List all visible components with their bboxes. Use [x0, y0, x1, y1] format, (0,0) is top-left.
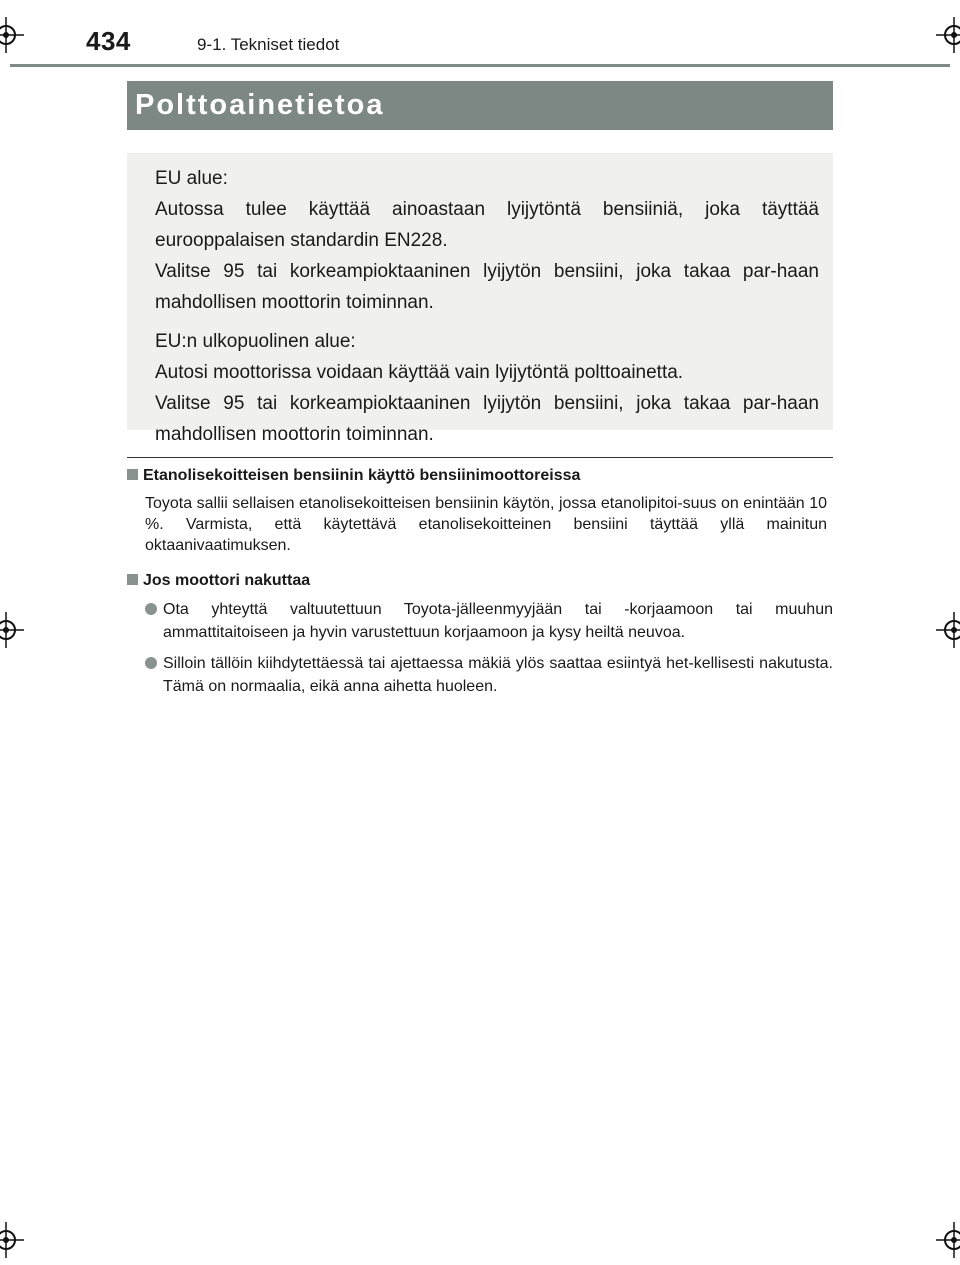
ethanol-heading [127, 467, 580, 485]
circle-bullet-icon [145, 603, 157, 615]
registration-mark-icon [0, 1222, 24, 1258]
header-rule [10, 64, 950, 67]
fuel-info-box [127, 153, 833, 445]
knocking-heading-text: Jos moottori nakuttaa [143, 572, 311, 589]
eu-heading: EU alue: [155, 168, 228, 189]
registration-mark-icon [936, 1222, 960, 1258]
list-item [145, 598, 833, 644]
registration-mark-icon [0, 17, 24, 53]
non-eu-heading: EU:n ulkopuolinen alue: [155, 331, 356, 352]
registration-mark-icon [936, 17, 960, 53]
non-eu-requirement: Autosi moottorissa voidaan käyttää vain lyijytöntä polttoainetta. [155, 362, 684, 383]
registration-mark-icon [936, 612, 960, 648]
section-divider [127, 457, 833, 458]
registration-mark-icon [0, 612, 24, 648]
ethanol-heading-text: Etanolisekoitteisen bensiinin käyttö bensiinimoottoreissa [143, 467, 581, 484]
non-eu-octane-advice: Valitse 95 tai korkeampioktaaninen lyijytön bensiini, joka takaa par-haan mahdollisen moottorin toiminnan. [155, 393, 819, 445]
square-bullet-icon [127, 574, 138, 585]
eu-requirement: Autossa tulee käyttää ainoastaan lyijytöntä bensiiniä, joka täyttää eurooppalaisen standardin EN228. [155, 199, 819, 251]
bullet-text: Ota yhteyttä valtuutettuun Toyota-jälleenmyyjään tai -korjaamoon tai muuhun ammattitaitoiseen ja hyvin varustettuun korjaamoon ja kysy heiltä neuvoa. [163, 601, 833, 641]
page-number: 434 [86, 26, 131, 56]
eu-octane-advice: Valitse 95 tai korkeampioktaaninen lyijytön bensiini, joka takaa par-haan mahdollisen moottorin toiminnan. [155, 261, 819, 313]
section-label: 9-1. Tekniset tiedot [197, 35, 340, 54]
page-title: Polttoainetietoa [127, 81, 833, 130]
square-bullet-icon [127, 469, 138, 480]
circle-bullet-icon [145, 657, 157, 669]
bullet-text: Silloin tällöin kiihdytettäessä tai ajettaessa mäkiä ylös saattaa esiintyä het-kellisesti nakutusta. Tämä on normaalia, eikä anna aihetta huoleen. [163, 655, 833, 695]
list-item [145, 652, 833, 698]
knocking-heading [127, 572, 310, 590]
ethanol-body: Toyota sallii sellaisen etanolisekoitteisen bensiinin käytön, jossa etanolipitoi-suus on enintään 10 %. Varmista, että käytettävä etanolisekoitteinen bensiini täyttää yllä mainitun oktaanivaatimuksen. [145, 495, 827, 554]
